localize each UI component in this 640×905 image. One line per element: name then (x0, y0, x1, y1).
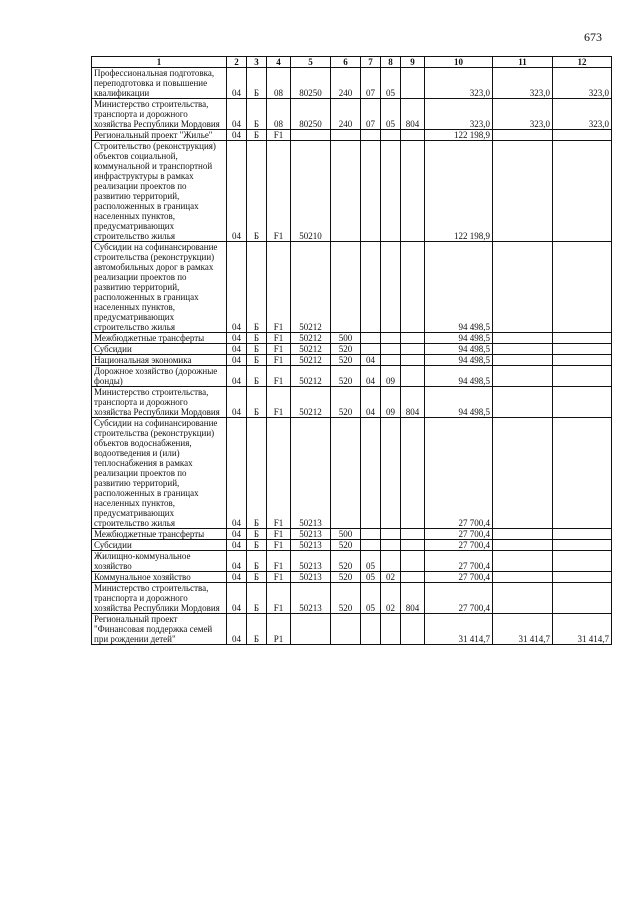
amount-cell (493, 344, 553, 355)
target-article-cell: 50213 (291, 418, 331, 529)
expense-type-cell: 500 (331, 529, 361, 540)
amount-cell: 27 700,4 (425, 540, 493, 551)
code-cell: Б (247, 551, 267, 572)
row-name-cell: Субсидии (92, 344, 227, 355)
target-article-cell: 50213 (291, 551, 331, 572)
administrator-cell (401, 551, 425, 572)
amount-cell: 94 498,5 (425, 355, 493, 366)
section-cell: 05 (361, 551, 381, 572)
section-cell (361, 141, 381, 242)
table-row (92, 572, 612, 583)
code-cell: 04 (227, 540, 247, 551)
code-cell: Б (247, 387, 267, 418)
code-cell: Б (247, 529, 267, 540)
subsection-cell: 02 (381, 572, 401, 583)
section-cell: 04 (361, 355, 381, 366)
code-cell: Б (247, 540, 267, 551)
subsection-cell (381, 141, 401, 242)
amount-cell: 27 700,4 (425, 583, 493, 614)
target-article-cell (291, 130, 331, 141)
administrator-cell (401, 529, 425, 540)
row-name-cell: Региональный проект "Финансовая поддержка семей при рождении детей" (92, 614, 227, 645)
expense-type-cell (331, 614, 361, 645)
row-name-cell: Межбюджетные трансферты (92, 529, 227, 540)
code-cell: Б (247, 366, 267, 387)
section-cell (361, 614, 381, 645)
subsection-cell (381, 355, 401, 366)
budget-table (91, 56, 612, 645)
administrator-cell: 804 (401, 387, 425, 418)
row-name-cell: Министерство строительства, транспорта и дорожного хозяйства Республики Мордовия (92, 387, 227, 418)
code-cell: 04 (227, 614, 247, 645)
table-row (92, 614, 612, 645)
code-cell: 04 (227, 141, 247, 242)
amount-cell: 94 498,5 (425, 387, 493, 418)
amount-cell: 94 498,5 (425, 242, 493, 333)
table-row (92, 344, 612, 355)
administrator-cell (401, 344, 425, 355)
code-cell: F1 (267, 130, 291, 141)
target-article-cell: 50210 (291, 141, 331, 242)
administrator-cell (401, 572, 425, 583)
code-cell: 04 (227, 572, 247, 583)
amount-cell: 31 414,7 (493, 614, 553, 645)
expense-type-cell: 520 (331, 355, 361, 366)
subsection-cell: 09 (381, 387, 401, 418)
section-cell (361, 540, 381, 551)
amount-cell: 94 498,5 (425, 333, 493, 344)
expense-type-cell (331, 418, 361, 529)
administrator-cell (401, 355, 425, 366)
expense-type-cell: 240 (331, 99, 361, 130)
amount-cell: 94 498,5 (425, 366, 493, 387)
column-header: 9 (401, 57, 425, 68)
section-cell: 07 (361, 68, 381, 99)
code-cell: F1 (267, 355, 291, 366)
table-row (92, 540, 612, 551)
expense-type-cell (331, 130, 361, 141)
administrator-cell (401, 540, 425, 551)
code-cell: F1 (267, 344, 291, 355)
subsection-cell (381, 540, 401, 551)
amount-cell: 27 700,4 (425, 529, 493, 540)
amount-cell (493, 529, 553, 540)
table-row (92, 130, 612, 141)
code-cell: Б (247, 614, 267, 645)
expense-type-cell (331, 242, 361, 333)
administrator-cell (401, 68, 425, 99)
expense-type-cell: 520 (331, 551, 361, 572)
row-name-cell: Жилищно-коммунальное хозяйство (92, 551, 227, 572)
row-name-cell: Субсидии (92, 540, 227, 551)
administrator-cell (401, 333, 425, 344)
amount-cell: 31 414,7 (425, 614, 493, 645)
administrator-cell (401, 130, 425, 141)
section-cell (361, 529, 381, 540)
amount-cell: 323,0 (425, 99, 493, 130)
code-cell: Б (247, 344, 267, 355)
expense-type-cell: 520 (331, 387, 361, 418)
code-cell: Б (247, 355, 267, 366)
amount-cell: 27 700,4 (425, 572, 493, 583)
table-row (92, 68, 612, 99)
row-name-cell: Коммунальное хозяйство (92, 572, 227, 583)
amount-cell (553, 551, 612, 572)
target-article-cell: 50212 (291, 242, 331, 333)
column-header: 12 (553, 57, 612, 68)
code-cell: F1 (267, 551, 291, 572)
target-article-cell: 80250 (291, 99, 331, 130)
amount-cell: 31 414,7 (553, 614, 612, 645)
code-cell: Б (247, 333, 267, 344)
amount-cell: 323,0 (425, 68, 493, 99)
code-cell: 04 (227, 387, 247, 418)
page-number: 673 (584, 30, 602, 44)
target-article-cell: 80250 (291, 68, 331, 99)
code-cell: P1 (267, 614, 291, 645)
column-header: 8 (381, 57, 401, 68)
amount-cell (553, 540, 612, 551)
code-cell: F1 (267, 418, 291, 529)
expense-type-cell: 520 (331, 572, 361, 583)
row-name-cell: Субсидии на софинансирование строительства (реконструкции) автомобильных дорог в рамках реализации проектов по развитию территорий, расположенных в границах населенных пунктов, предусматривающих строительство жилья (92, 242, 227, 333)
amount-cell: 122 198,9 (425, 141, 493, 242)
table-row (92, 355, 612, 366)
code-cell: 08 (267, 99, 291, 130)
target-article-cell: 50212 (291, 387, 331, 418)
amount-cell (493, 130, 553, 141)
code-cell: Б (247, 418, 267, 529)
code-cell: 04 (227, 551, 247, 572)
amount-cell: 323,0 (493, 99, 553, 130)
table-body (92, 68, 612, 645)
code-cell: 04 (227, 355, 247, 366)
amount-cell (553, 418, 612, 529)
column-header: 6 (331, 57, 361, 68)
code-cell: 04 (227, 418, 247, 529)
amount-cell (553, 130, 612, 141)
table-row (92, 333, 612, 344)
column-header: 10 (425, 57, 493, 68)
code-cell: F1 (267, 387, 291, 418)
amount-cell (493, 387, 553, 418)
code-cell: F1 (267, 141, 291, 242)
column-header: 3 (247, 57, 267, 68)
amount-cell (493, 141, 553, 242)
amount-cell (553, 572, 612, 583)
code-cell: Б (247, 583, 267, 614)
code-cell: Б (247, 130, 267, 141)
amount-cell (553, 355, 612, 366)
table-row (92, 387, 612, 418)
table-row (92, 529, 612, 540)
target-article-cell (291, 614, 331, 645)
column-header: 4 (267, 57, 291, 68)
row-name-cell: Региональный проект "Жилье" (92, 130, 227, 141)
subsection-cell (381, 333, 401, 344)
code-cell: 04 (227, 344, 247, 355)
code-cell: Б (247, 242, 267, 333)
row-name-cell: Министерство строительства, транспорта и дорожного хозяйства Республики Мордовия (92, 99, 227, 130)
table-row (92, 242, 612, 333)
target-article-cell: 50212 (291, 344, 331, 355)
amount-cell: 323,0 (553, 68, 612, 99)
target-article-cell: 50213 (291, 529, 331, 540)
code-cell: F1 (267, 366, 291, 387)
amount-cell (493, 355, 553, 366)
code-cell: Б (247, 572, 267, 583)
amount-cell (493, 418, 553, 529)
expense-type-cell: 520 (331, 344, 361, 355)
target-article-cell: 50213 (291, 540, 331, 551)
column-header: 2 (227, 57, 247, 68)
subsection-cell (381, 529, 401, 540)
subsection-cell: 09 (381, 366, 401, 387)
section-cell (361, 130, 381, 141)
subsection-cell: 02 (381, 583, 401, 614)
code-cell: 04 (227, 529, 247, 540)
section-cell (361, 418, 381, 529)
subsection-cell (381, 242, 401, 333)
amount-cell: 122 198,9 (425, 130, 493, 141)
amount-cell (553, 583, 612, 614)
expense-type-cell: 520 (331, 366, 361, 387)
amount-cell (553, 333, 612, 344)
amount-cell (553, 366, 612, 387)
administrator-cell (401, 418, 425, 529)
row-name-cell: Субсидии на софинансирование строительства (реконструкции) объектов водоснабжения, водоотведения и (или) теплоснабжения в рамках реализации проектов по развитию территорий, расположенных в границах населенных пунктов, предусматривающих строительство жилья (92, 418, 227, 529)
code-cell: Б (247, 141, 267, 242)
subsection-cell (381, 614, 401, 645)
column-header: 1 (92, 57, 227, 68)
amount-cell (493, 366, 553, 387)
row-name-cell: Строительство (реконструкция) объектов социальной, коммунальной и транспортной инфраструктуры в рамках реализации проектов по развитию территорий, расположенных в границах населенных пунктов, предусматривающих строительство жилья (92, 141, 227, 242)
row-name-cell: Национальная экономика (92, 355, 227, 366)
amount-cell (493, 242, 553, 333)
code-cell: F1 (267, 333, 291, 344)
administrator-cell (401, 614, 425, 645)
section-cell: 04 (361, 366, 381, 387)
target-article-cell: 50213 (291, 583, 331, 614)
amount-cell: 27 700,4 (425, 418, 493, 529)
expense-type-cell: 520 (331, 540, 361, 551)
code-cell: 04 (227, 130, 247, 141)
section-cell (361, 242, 381, 333)
table-row (92, 99, 612, 130)
amount-cell (553, 529, 612, 540)
section-cell: 04 (361, 387, 381, 418)
amount-cell: 27 700,4 (425, 551, 493, 572)
code-cell: F1 (267, 572, 291, 583)
table-row (92, 418, 612, 529)
section-cell (361, 333, 381, 344)
code-cell: F1 (267, 583, 291, 614)
code-cell: 04 (227, 366, 247, 387)
amount-cell (553, 387, 612, 418)
code-cell: Б (247, 68, 267, 99)
administrator-cell: 804 (401, 583, 425, 614)
amount-cell (493, 333, 553, 344)
amount-cell (493, 540, 553, 551)
code-cell: F1 (267, 242, 291, 333)
expense-type-cell: 500 (331, 333, 361, 344)
amount-cell (553, 242, 612, 333)
amount-cell (553, 141, 612, 242)
amount-cell (493, 551, 553, 572)
subsection-cell: 05 (381, 68, 401, 99)
amount-cell: 323,0 (493, 68, 553, 99)
expense-type-cell (331, 141, 361, 242)
column-header: 7 (361, 57, 381, 68)
subsection-cell (381, 418, 401, 529)
expense-type-cell: 240 (331, 68, 361, 99)
amount-cell (493, 572, 553, 583)
subsection-cell (381, 551, 401, 572)
header-row (92, 57, 612, 68)
code-cell: 04 (227, 99, 247, 130)
section-cell: 05 (361, 572, 381, 583)
table-row (92, 583, 612, 614)
code-cell: F1 (267, 529, 291, 540)
amount-cell (553, 344, 612, 355)
code-cell: Б (247, 99, 267, 130)
administrator-cell: 804 (401, 99, 425, 130)
section-cell: 07 (361, 99, 381, 130)
section-cell (361, 344, 381, 355)
code-cell: 04 (227, 583, 247, 614)
row-name-cell: Дорожное хозяйство (дорожные фонды) (92, 366, 227, 387)
administrator-cell (401, 242, 425, 333)
expense-type-cell: 520 (331, 583, 361, 614)
row-name-cell: Министерство строительства, транспорта и дорожного хозяйства Республики Мордовия (92, 583, 227, 614)
amount-cell: 323,0 (553, 99, 612, 130)
administrator-cell (401, 141, 425, 242)
amount-cell: 94 498,5 (425, 344, 493, 355)
code-cell: 04 (227, 333, 247, 344)
column-header: 5 (291, 57, 331, 68)
target-article-cell: 50212 (291, 355, 331, 366)
section-cell: 05 (361, 583, 381, 614)
table-row (92, 366, 612, 387)
table-row (92, 551, 612, 572)
code-cell: 08 (267, 68, 291, 99)
code-cell: 04 (227, 68, 247, 99)
row-name-cell: Профессиональная подготовка, переподготовка и повышение квалификации (92, 68, 227, 99)
amount-cell (493, 583, 553, 614)
subsection-cell (381, 344, 401, 355)
code-cell: F1 (267, 540, 291, 551)
subsection-cell: 05 (381, 99, 401, 130)
target-article-cell: 50213 (291, 572, 331, 583)
subsection-cell (381, 130, 401, 141)
administrator-cell (401, 366, 425, 387)
target-article-cell: 50212 (291, 366, 331, 387)
row-name-cell: Межбюджетные трансферты (92, 333, 227, 344)
column-header: 11 (493, 57, 553, 68)
table-row (92, 141, 612, 242)
code-cell: 04 (227, 242, 247, 333)
target-article-cell: 50212 (291, 333, 331, 344)
